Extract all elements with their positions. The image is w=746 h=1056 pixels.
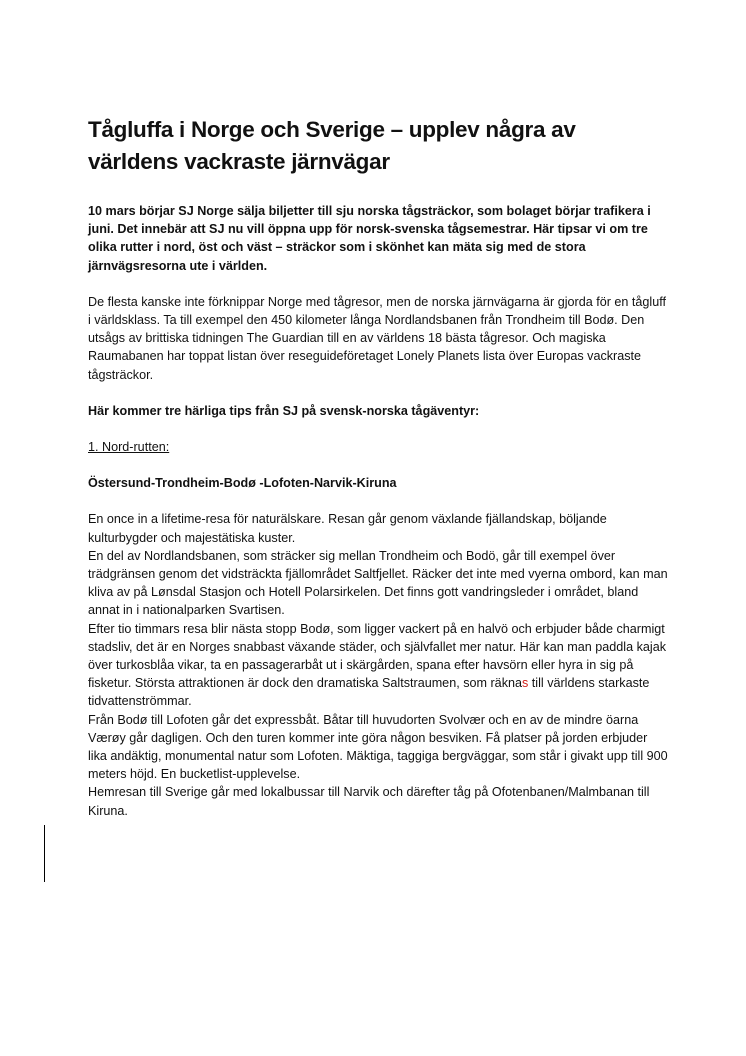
text-cursor-bar <box>44 825 45 882</box>
bodo-text-highlight: s <box>522 676 529 691</box>
document-title: Tågluffa i Norge och Sverige – upplev några av världens vackraste järnvägar <box>88 117 576 174</box>
bodo-text-b: till världens starkaste tidvattenströmmar. <box>88 676 650 709</box>
intro-paragraph: De flesta kanske inte förknippar Norge med tågresor, men de norska järnvägarna är gjorda för en tågluff i världsklass. Ta till exempel den 450 kilometer långa Nordlandsbanen från Trondheim till Bodø. Den utsågs av brittiska tidningen The Guardian till en av världens 18 bästa tågresor. Och magiska Raumabanen har toppat listan över reseguideföretaget Lonely Planets lista över Europas vackraste tågsträckor. <box>88 294 667 382</box>
route-paragraph-2: En del av Nordlandsbanen, som sträcker sig mellan Trondheim och Bodö, går till exempel över trädgränsen genom det vidsträckta fjällområdet Saltfjellet. Räcker det inte med vyerna ombord, kan man kliva av på Lønsdal Stasjon och Hotell Polarsirkelen. Det finns gott vandringsleder i området, bland annat in i nationalparken Svartisen. <box>88 548 668 618</box>
route-paragraph-bodo <box>88 620 668 711</box>
bodo-text-plain: kna <box>501 676 522 691</box>
route-paragraph-return: Hemresan till Sverige går med lokalbussar till Narvik och därefter tåg på Ofotenbanen/Malmbanan till Kiruna. <box>88 785 650 818</box>
route-paragraph-1: En once in a lifetime-resa för naturälskare. Resan går genom växlande fjällandskap, böljande kulturbygder och majestätiska kuster. <box>88 512 607 545</box>
bodo-text-a: Efter tio timmars resa blir nästa stopp Bodø, som ligger vackert på en halvö och erbjuder både charmigt stadsliv, det är en Norges snabbast växande städer, och självfallet mer natur. Här kan man paddla kajak över turkosblåa vikar, ta en passagerarbåt ut i skärgården, spana efter havsörn eller hyra in sig på fisketur. Största attraktionen är dock den dramatiska Saltstraumen, som rä <box>88 621 666 691</box>
tips-heading: Här kommer tre härliga tips från SJ på svensk-norska tågäventyr: <box>88 403 480 418</box>
route-body <box>88 510 668 819</box>
route-heading: Östersund-Trondheim-Bodø -Lofoten-Narvik-Kiruna <box>88 476 397 491</box>
document-page <box>88 114 668 820</box>
section-1-label: 1. Nord-rutten: <box>88 440 170 455</box>
route-paragraph-lofoten: Från Bodø till Lofoten går det expressbåt. Båtar till huvudorten Svolvær och en av de mindre öarna Værøy går dagligen. Och den turen kommer inte göra någon besviken. Få platser på jorden erbjuder lika andäktig, monumental natur som Lofoten. Mäktiga, taggiga bergväggar, som står i givakt upp till 900 meters höjd. En bucketlist-upplevelse. <box>88 712 668 782</box>
lede-paragraph: 10 mars börjar SJ Norge sälja biljetter till sju norska tågsträckor, som bolaget börjar trafikera i juni. Det innebär att SJ nu vill öppna upp för norsk-svenska tågsemestrar. Här tipsar vi om tre olika rutter i nord, öst och väst – sträckor som i skönhet kan mäta sig med de stora järnvägsresorna ute i världen. <box>88 204 651 273</box>
